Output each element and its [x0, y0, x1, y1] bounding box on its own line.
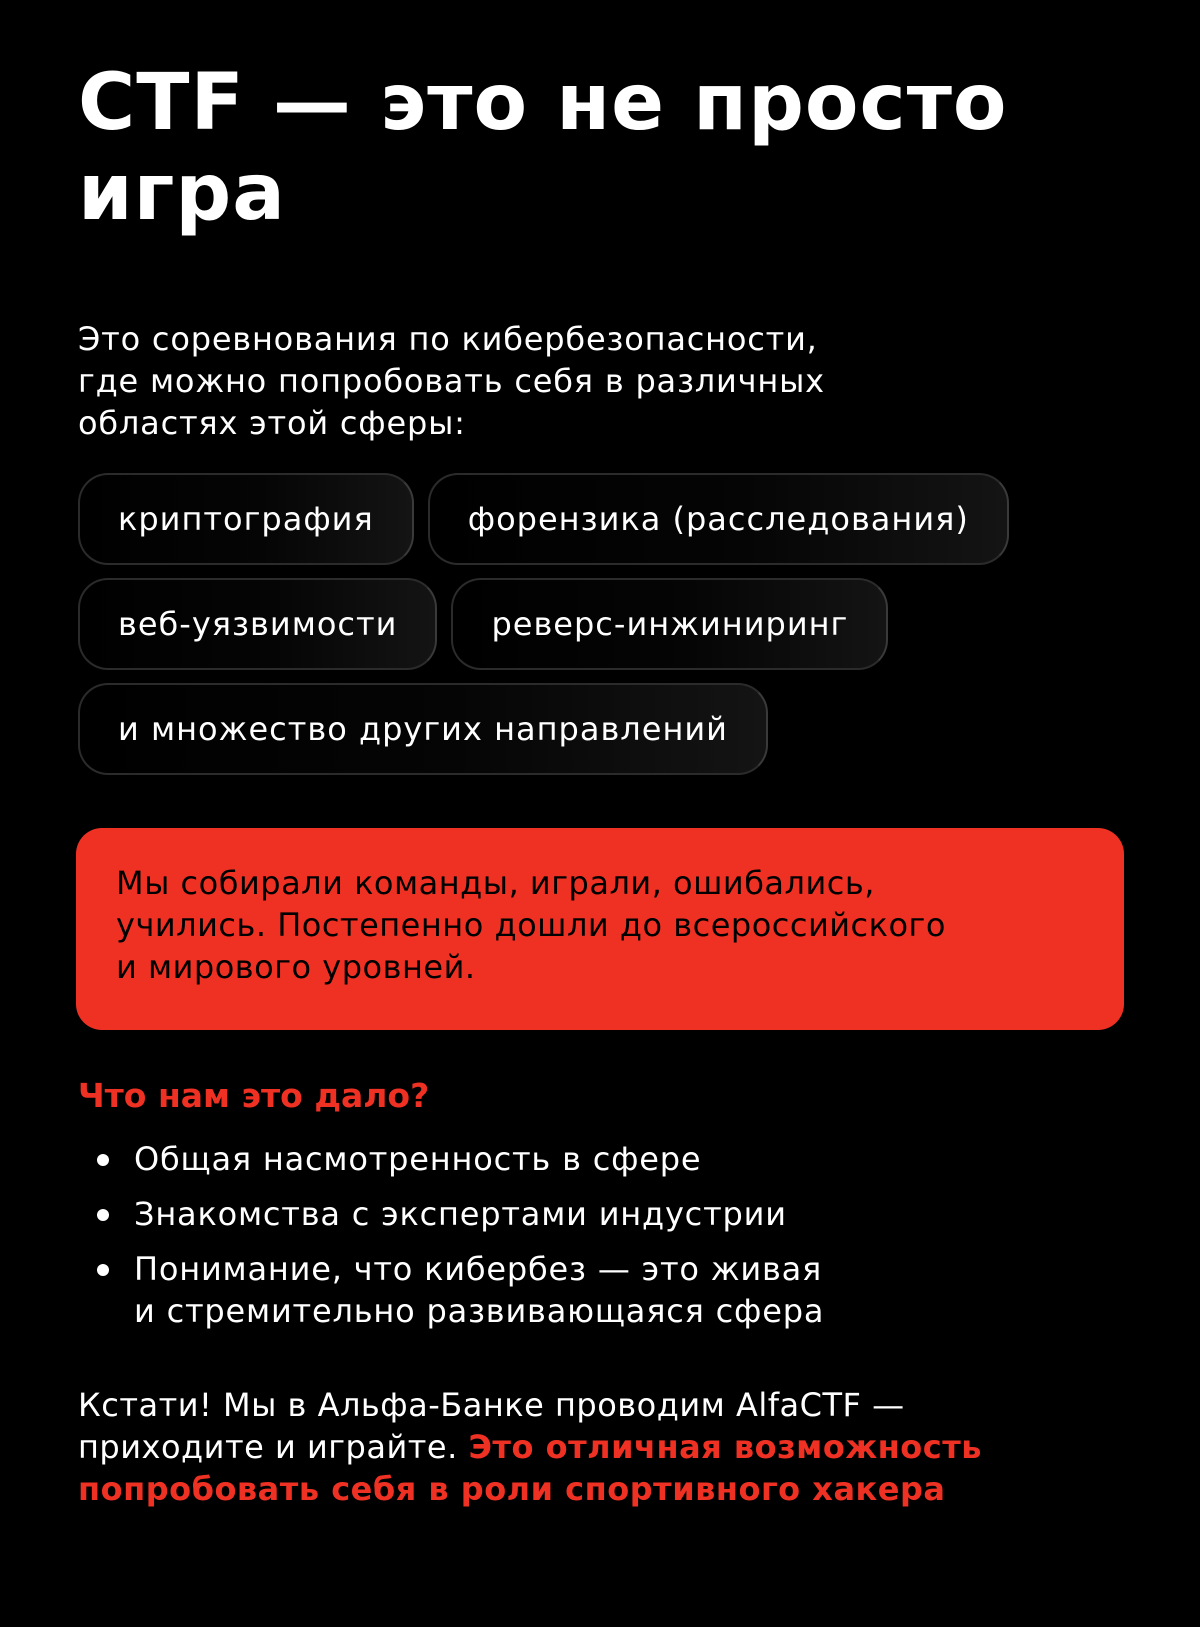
closing-accent-line: попробовать себя в роли спортивного хакера [78, 1470, 946, 1508]
list-item-text: Понимание, что кибербез — это живая [134, 1250, 823, 1288]
closing-line [78, 1426, 1138, 1468]
tag-other-directions: и множество других направлений [78, 683, 768, 775]
tag-cryptography: криптография [78, 473, 414, 565]
bullet-icon [97, 1209, 109, 1221]
list-item-text: Общая насмотренность в сфере [134, 1140, 702, 1178]
bullet-icon [97, 1264, 109, 1276]
highlight-text [116, 862, 1086, 988]
highlight-box [76, 828, 1124, 1030]
tag-row [78, 578, 888, 670]
tag-row [78, 683, 768, 775]
title-line: игра [78, 148, 286, 238]
intro-line: Это соревнования по кибербезопасности, [78, 320, 818, 358]
tag-reverse-engineering: реверс-инжиниринг [451, 578, 888, 670]
intro-text [78, 318, 1128, 444]
list-item [78, 1248, 1128, 1332]
list-item-text: Знакомства с экспертами индустрии [134, 1195, 787, 1233]
benefits-heading: Что нам это дало? [78, 1076, 430, 1115]
title-line: CTF — это не просто [78, 58, 1008, 148]
list-item [78, 1138, 1128, 1180]
tag-web-vulnerabilities: веб-уязвимости [78, 578, 437, 670]
highlight-line: Мы собирали команды, играли, ошибались, [116, 864, 875, 902]
highlight-line: и мирового уровней. [116, 948, 476, 986]
bullet-icon [97, 1154, 109, 1166]
page-title [78, 58, 1128, 238]
closing-accent-text: Это отличная возможность [468, 1428, 982, 1466]
highlight-line: учились. Постепенно дошли до всероссийского [116, 906, 946, 944]
benefits-list [78, 1138, 1128, 1345]
list-item [78, 1193, 1128, 1235]
closing-plain-text: приходите и играйте. [78, 1428, 469, 1466]
list-item-text: и стремительно развивающаяся сфера [134, 1292, 825, 1330]
tag-forensics: форензика (расследования) [428, 473, 1009, 565]
intro-line: областях этой сферы: [78, 404, 466, 442]
closing-text [78, 1384, 1138, 1510]
closing-line: Кстати! Мы в Альфа-Банке проводим AlfaCTF — [78, 1386, 905, 1424]
intro-line: где можно попробовать себя в различных [78, 362, 825, 400]
tag-row [78, 473, 1009, 565]
